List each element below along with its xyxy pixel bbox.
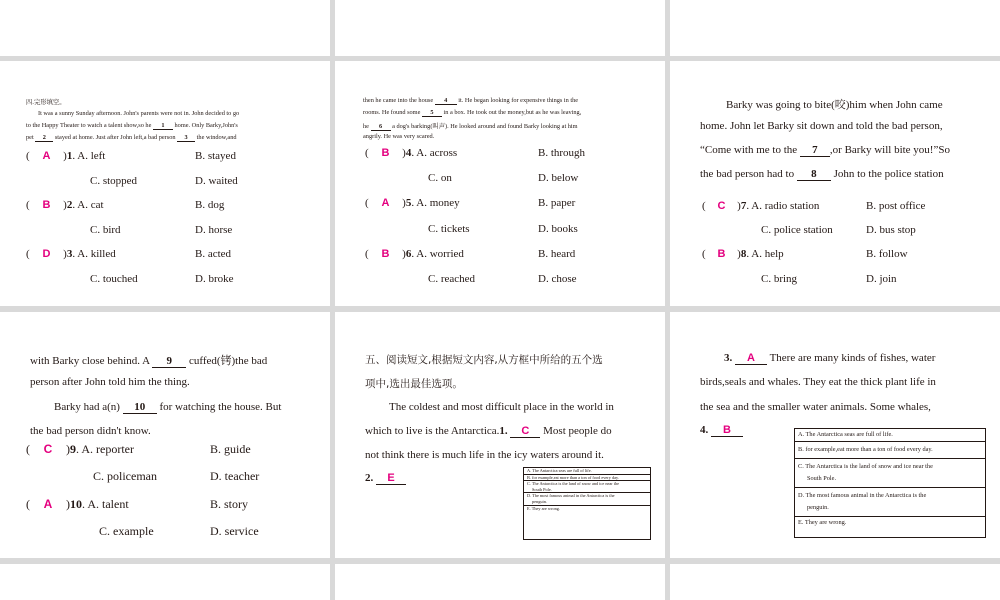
option-c: C. tickets	[428, 223, 470, 235]
option-d: D. books	[538, 223, 578, 235]
option-d-text-cont: penguin.	[524, 499, 650, 506]
question-row: ( C )7. A. radio station	[702, 200, 820, 212]
option-c: C. bird	[90, 224, 121, 236]
answer-mark: A	[42, 150, 51, 162]
option-b: B. post office	[866, 200, 926, 212]
option-c-text: C. The Antarctica is the land of snow and ice near the	[798, 463, 933, 470]
question-row: ( A )5. A. money	[365, 197, 460, 209]
options-box	[523, 467, 651, 540]
passage-line: “Come with me to the 7 ,or Barky will bite you!”So	[700, 144, 950, 156]
passage-line: pet 2 stayed at home. Just after John left,a bad person 3 the window,and	[26, 134, 237, 141]
question-row: ( B )8. A. help	[702, 248, 784, 260]
answer-mark: D	[42, 248, 51, 260]
option-c: C. police station	[761, 224, 833, 236]
option-b: B. acted	[195, 248, 232, 260]
passage-line: angrily. He was very scared.	[363, 133, 435, 140]
answer-mark: B	[381, 147, 390, 159]
slide-thumb-7[interactable]	[0, 312, 330, 558]
passage-line: to the Happy Theater to watch a talent show,so he 1 home. Only Barky,John's	[26, 122, 238, 129]
option-c: C. bring	[761, 273, 798, 285]
option-d: D. chose	[538, 273, 577, 285]
option-d-text-cont: penguin.	[795, 502, 985, 517]
passage-line: 3. A There are many kinds of fishes, water	[724, 352, 936, 364]
passage-line: It was a sunny Sunday afternoon. John's parents were not in. John decided to go	[38, 110, 240, 117]
passage-line: Barky was going to bite(咬)him when John came	[726, 99, 943, 111]
option-b: B. follow	[866, 248, 908, 260]
answer-3: A	[735, 352, 767, 365]
answer-mark: C	[717, 200, 726, 212]
passage-line: 2. E	[365, 472, 406, 485]
option-c: C. policeman	[93, 469, 157, 483]
blank-3: 3	[177, 134, 195, 142]
option-a-text: A. The Antarctica seas are full of life.	[524, 468, 650, 475]
question-row: ( D )3. A. killed	[26, 248, 116, 260]
option-e-text: E. They are wrong.	[798, 519, 847, 526]
slide-thumb-4[interactable]	[0, 61, 330, 306]
passage-line: 4. B	[700, 424, 743, 437]
option-b: B. heard	[538, 248, 576, 260]
passage-line: then he came into the house 4 it. He began looking for expensive things in the	[363, 97, 579, 104]
blank-8: 8	[797, 168, 831, 181]
option-d: D. horse	[195, 224, 233, 236]
blank-2: 2	[35, 134, 53, 142]
option-b-text: B. for example,eat more than a ton of food every day.	[795, 442, 985, 459]
question-row: ( A )1. A. left	[26, 150, 106, 162]
option-d: D. bus stop	[866, 224, 916, 236]
slide-thumb-5[interactable]	[335, 61, 665, 306]
option-d: D. service	[210, 524, 259, 538]
option-c: C. touched	[90, 273, 138, 285]
blank-5: 5	[422, 109, 442, 117]
section-title: 项中,选出最佳选项。	[365, 378, 463, 390]
question-row: ( A )10. A. talent	[26, 497, 129, 511]
passage-line: with Barky close behind. A 9 cuffed(铐)the bad	[30, 355, 268, 367]
passage-line: the bad person didn't know.	[30, 425, 151, 437]
answer-mark: C	[43, 442, 53, 456]
option-d: D. waited	[195, 175, 238, 187]
slide-thumb-bottom-3[interactable]	[670, 564, 1000, 600]
option-c-text-cont: South Pole.	[524, 487, 650, 494]
option-c: C. stopped	[90, 175, 138, 187]
slide-thumb-top-2[interactable]	[335, 0, 665, 56]
slide-thumb-top-3[interactable]	[670, 0, 1000, 56]
blank-6: 6	[371, 123, 391, 131]
option-e-text: E. They are wrong.	[527, 505, 560, 511]
option-d: D. broke	[195, 273, 234, 285]
blank-1: 1	[153, 122, 173, 130]
passage-line: he 6 a dog's barking(叫声). He looked around and found Barky looking at him	[363, 123, 578, 130]
slide-thumb-bottom-1[interactable]	[0, 564, 330, 600]
option-c-text-cont: South Pole.	[795, 473, 985, 488]
option-c: C. reached	[428, 273, 476, 285]
answer-4: B	[711, 424, 743, 437]
answer-mark: A	[43, 497, 53, 511]
slide-thumb-bottom-2[interactable]	[335, 564, 665, 600]
option-d-text: D. The most famous animal in the Antarctica is the	[798, 492, 927, 499]
passage-line: not think there is much life in the icy waters around it.	[365, 449, 604, 461]
option-d: D. below	[538, 172, 579, 184]
passage-line: the sea and the smaller water animals. Some whales,	[700, 401, 931, 413]
question-row: ( B )4. A. across	[365, 147, 458, 159]
answer-mark: A	[381, 197, 390, 209]
option-d: D. teacher	[210, 469, 260, 483]
option-b: B. guide	[210, 442, 251, 456]
question-row: ( C )9. A. reporter	[26, 442, 134, 456]
option-b: B. dog	[195, 199, 225, 211]
option-b: B. story	[210, 497, 249, 511]
question-row: ( B )2. A. cat	[26, 199, 104, 211]
option-c-text: C. The Antarctica is the land of snow and ice near the	[527, 481, 620, 487]
section-title: 五、阅读短文,根据短文内容,从方框中所给的五个选	[365, 354, 603, 366]
question-row: ( B )6. A. worried	[365, 248, 464, 260]
slide-thumb-9[interactable]	[670, 312, 1000, 558]
answer-mark: B	[42, 199, 51, 211]
answer-1: C	[510, 425, 540, 438]
slide-thumb-8[interactable]	[335, 312, 665, 558]
option-b: B. stayed	[195, 150, 236, 162]
blank-9: 9	[152, 355, 186, 368]
option-c: C. on	[428, 172, 452, 184]
slide-thumb-6[interactable]	[670, 61, 1000, 306]
section-title: 四.完形填空。	[26, 99, 66, 106]
answer-mark: B	[381, 248, 390, 260]
blank-7: 7	[800, 144, 830, 157]
blank-10: 10	[123, 401, 157, 414]
option-d-text: D. The most famous animal in the Antarctica is the	[527, 493, 615, 499]
option-c: C. example	[99, 524, 154, 538]
passage-line: rooms. He found some 5 in a box. He took out the money,but as he was leaving,	[363, 109, 582, 116]
passage-line: The coldest and most difficult place in the world in	[389, 401, 614, 413]
slide-thumb-top-1[interactable]	[0, 0, 330, 56]
passage-line: Barky had a(n) 10 for watching the house. But	[54, 401, 282, 413]
passage-line: birds,seals and whales. They eat the thick plant life in	[700, 376, 936, 388]
answer-mark: B	[717, 248, 726, 260]
option-b-text: B. for example,eat more than a ton of food every day.	[524, 475, 650, 482]
blank-4: 4	[435, 97, 457, 105]
passage-line: home. John let Barky sit down and told the bad person,	[700, 120, 943, 132]
passage-line: which to live is the Antarctica.1. C Most people do	[365, 425, 612, 437]
options-box	[794, 428, 986, 538]
option-d: D. join	[866, 273, 897, 285]
passage-line: person after John told him the thing.	[30, 376, 190, 388]
option-b: B. paper	[538, 197, 576, 209]
option-a-text: A. The Antarctica seas are full of life.	[795, 429, 985, 442]
answer-2: E	[376, 472, 406, 485]
passage-line: the bad person had to 8 John to the police station	[700, 168, 944, 180]
option-b: B. through	[538, 147, 586, 159]
